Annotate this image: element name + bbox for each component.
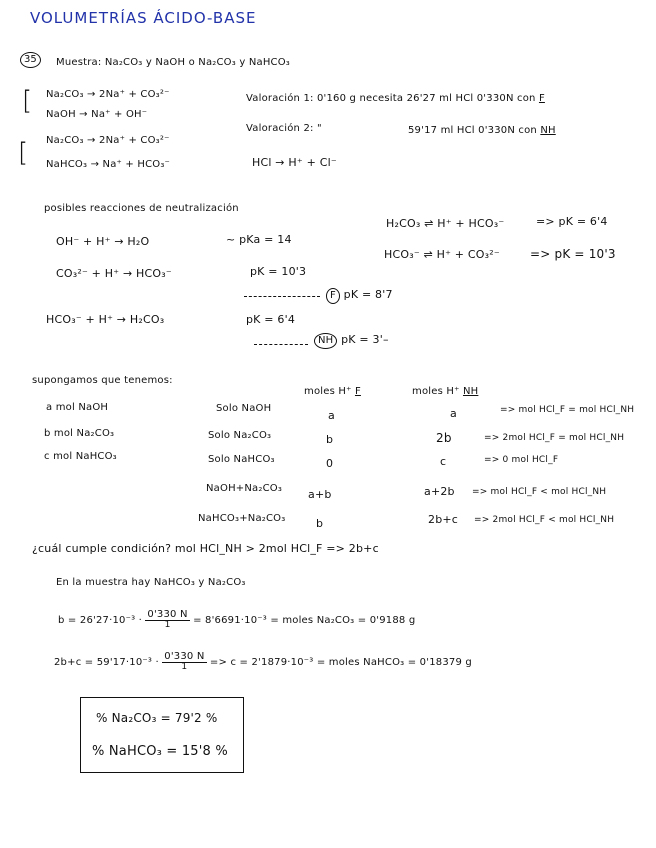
result-nahco3: % NaHCO₃ = 15'8 % xyxy=(92,744,228,759)
fraction-c: $\frac{0'330 N}{1}$ xyxy=(164,651,205,672)
table-heading: supongamos que tenemos: xyxy=(32,375,173,386)
row-note: => mol HCl_F < mol HCl_NH xyxy=(472,487,607,497)
bracket-group-1: [ xyxy=(22,86,33,116)
reaction-oh: OH⁻ + H⁺ → H₂O xyxy=(56,235,150,248)
condition-question: ¿cuál cumple condición? mol HCl_NH > 2mol HCl_F => 2b+c xyxy=(32,542,379,555)
row-f: a xyxy=(328,409,335,422)
reaction-hco3: HCO₃⁻ + H⁺ → H₂CO₃ xyxy=(46,313,165,326)
indicator-f-circle: F xyxy=(326,288,340,304)
reaction-oh-pk: ~ pKa = 14 xyxy=(226,233,292,246)
row-nh: 2b xyxy=(436,431,452,445)
dissociation-na2co3-2: Na₂CO₃ → 2Na⁺ + CO₃²⁻ xyxy=(46,135,170,146)
row-nh: 2b+c xyxy=(428,513,459,526)
result-na2co3: % Na₂CO₃ = 79'2 % xyxy=(96,711,218,725)
sample-statement: Muestra: Na₂CO₃ y NaOH o Na₂CO₃ y NaHCO₃ xyxy=(56,57,291,68)
equilibrium-h2co3-pk: => pK = 6'4 xyxy=(536,215,608,228)
indicator-nh-pk: NH pK = 3'– xyxy=(314,333,389,349)
reaction-co3-pk: pK = 10'3 xyxy=(250,265,307,278)
problem-number-circle: 35 xyxy=(20,52,41,68)
indicator-f-pk: F pK = 8'7 xyxy=(326,288,393,304)
var-c: c mol NaHCO₃ xyxy=(44,451,117,462)
row-note: => 0 mol HCl_F xyxy=(484,455,559,465)
indicator-nh-circle: NH xyxy=(314,333,337,349)
equilibrium-hco3: HCO₃⁻ ⇌ H⁺ + CO₃²⁻ xyxy=(384,248,500,261)
row-f: b xyxy=(316,517,324,530)
row-label: Solo Na₂CO₃ xyxy=(208,430,272,441)
equilibrium-hco3-pk: => pK = 10'3 xyxy=(530,247,616,261)
dissociation-na2co3-1: Na₂CO₃ → 2Na⁺ + CO₃²⁻ xyxy=(46,89,170,100)
dissociation-hcl: HCl → H⁺ + Cl⁻ xyxy=(252,156,337,169)
var-b: b mol Na₂CO₃ xyxy=(44,428,115,439)
row-label: NaOH+Na₂CO₃ xyxy=(206,483,283,494)
row-f: 0 xyxy=(326,457,334,470)
problem-number xyxy=(20,52,41,68)
indicator-nh-label: NH xyxy=(540,125,556,136)
reaction-hco3-pk: pK = 6'4 xyxy=(246,313,296,326)
column-moles-f: moles H⁺ F xyxy=(304,386,361,397)
valoracion-2-volume: 59'17 ml HCl 0'330N con NH xyxy=(408,125,556,136)
dashed-line-nh xyxy=(254,344,308,345)
reaction-co3: CO₃²⁻ + H⁺ → HCO₃⁻ xyxy=(56,267,172,280)
result-box xyxy=(80,697,244,773)
row-label: Solo NaHCO₃ xyxy=(208,454,275,465)
column-moles-nh: moles H⁺ NH xyxy=(412,386,479,397)
var-a: a mol NaOH xyxy=(46,402,109,413)
row-note: => mol HCl_F = mol HCl_NH xyxy=(500,405,635,415)
dashed-line-f xyxy=(244,296,320,297)
neutralization-heading: posibles reacciones de neutralización xyxy=(44,203,239,214)
row-label: NaHCO₃+Na₂CO₃ xyxy=(198,513,286,524)
bracket-group-2: [ xyxy=(18,138,29,168)
valoracion-2: Valoración 2: " xyxy=(246,123,322,134)
row-nh: a xyxy=(450,407,457,420)
dissociation-naoh: NaOH → Na⁺ + OH⁻ xyxy=(46,109,148,120)
indicator-f-label: F xyxy=(538,93,545,104)
calc-b: b = 26'27·10⁻³ · $\frac{0'330 N}{1}$ = 8'6691·10⁻³ = moles Na₂CO₃ = 0'9188 g xyxy=(58,609,416,630)
dissociation-nahco3: NaHCO₃ → Na⁺ + HCO₃⁻ xyxy=(46,159,171,170)
row-nh: a+2b xyxy=(424,485,455,498)
row-f: b xyxy=(326,433,334,446)
calc-c: 2b+c = 59'17·10⁻³ · $\frac{0'330 N}{1}$ => c = 2'1879·10⁻³ = moles NaHCO₃ = 0'18379 g xyxy=(54,651,472,672)
row-label: Solo NaOH xyxy=(216,403,272,414)
row-nh: c xyxy=(440,455,447,468)
conclusion: En la muestra hay NaHCO₃ y Na₂CO₃ xyxy=(56,577,246,588)
equilibrium-h2co3: H₂CO₃ ⇌ H⁺ + HCO₃⁻ xyxy=(386,217,505,230)
fraction-b: $\frac{0'330 N}{1}$ xyxy=(147,609,188,630)
row-note: => 2mol HCl_F < mol HCl_NH xyxy=(474,515,615,525)
page-title: VOLUMETRÍAS ÁCIDO-BASE xyxy=(30,9,257,27)
valoracion-1: Valoración 1: 0'160 g necesita 26'27 ml HCl 0'330N con F xyxy=(246,93,545,104)
row-note: => 2mol HCl_F = mol HCl_NH xyxy=(484,433,625,443)
row-f: a+b xyxy=(308,488,332,501)
